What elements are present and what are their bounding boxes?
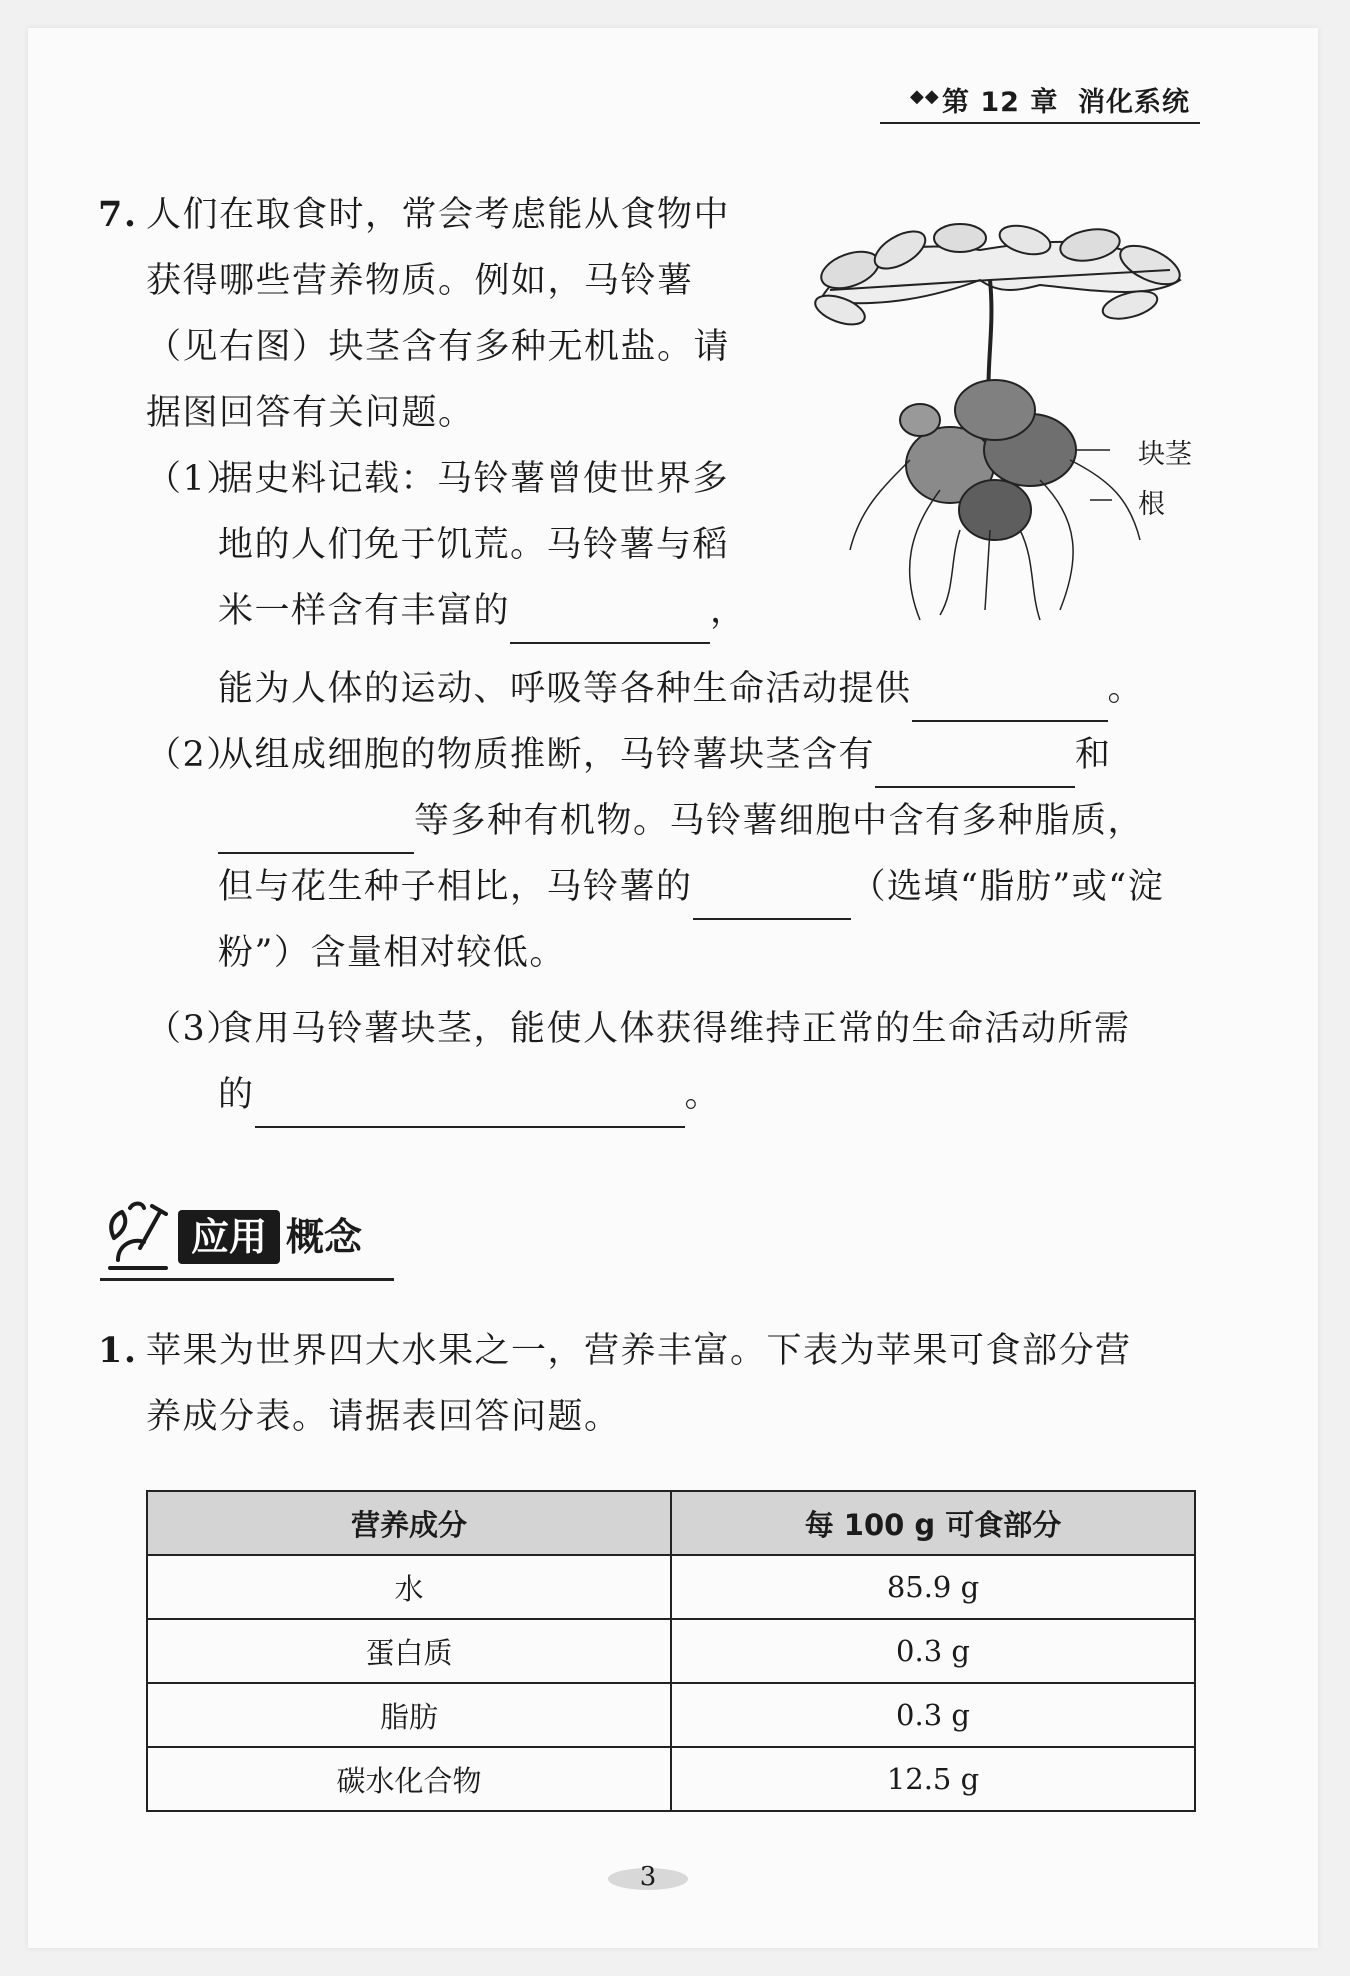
label-root: 根: [1138, 489, 1165, 520]
page-number: 3: [608, 1862, 688, 1892]
cell-amount: 85.9 g: [671, 1555, 1195, 1619]
chapter-title: 消化系统: [1078, 87, 1190, 118]
answer-blank[interactable]: [693, 874, 851, 920]
label-tuber: 块茎: [1138, 439, 1192, 470]
question-line: 养成分表。请据表回答问题。: [146, 1397, 621, 1437]
potato-plant-figure: [790, 210, 1210, 630]
cell-component: 水: [147, 1555, 671, 1619]
tuber-icon: [900, 380, 1076, 540]
sub-line: 地的人们免于饥荒。马铃薯与稻: [218, 525, 730, 565]
sub-line: 据史料记载：马铃薯曾使世界多: [218, 459, 730, 499]
answer-blank[interactable]: [218, 808, 414, 854]
question-1: [146, 1318, 1206, 1450]
cell-component: 脂肪: [147, 1683, 671, 1747]
table-row: [147, 1683, 1195, 1747]
intro-line: 获得哪些营养物质。例如，马铃薯: [146, 261, 694, 301]
cell-component: 碳水化合物: [147, 1747, 671, 1811]
sub-question-1-line4: 能为人体的运动、呼吸等各种生命活动提供 。: [218, 656, 1178, 722]
diamond-marker-icon: ◆◆: [910, 86, 940, 107]
section-badge: 应用: [178, 1210, 280, 1264]
header-amount: 每 100 g 可食部分: [671, 1491, 1195, 1555]
table-header-row: [147, 1491, 1195, 1555]
nutrition-table: [146, 1490, 1196, 1812]
sub-line: 米一样含有丰富的 ，: [218, 578, 798, 644]
answer-blank[interactable]: [875, 742, 1075, 788]
header-component: 营养成分: [147, 1491, 671, 1555]
sub-line: 等多种有机物。马铃薯细胞中含有多种脂质，: [218, 788, 1208, 854]
chapter-number: 第 12 章: [942, 87, 1059, 118]
sub-question-1: [218, 446, 798, 644]
answer-blank[interactable]: [255, 1082, 685, 1128]
sub-question-2: [218, 722, 1208, 986]
cell-amount: 12.5 g: [671, 1747, 1195, 1811]
sub-question-3-label: （3）: [146, 1009, 243, 1049]
answer-blank[interactable]: [912, 676, 1108, 722]
cell-component: 蛋白质: [147, 1619, 671, 1683]
sub-line: 从组成细胞的物质推断，马铃薯块茎含有 和: [218, 722, 1208, 788]
question-line: 苹果为世界四大水果之一，营养丰富。下表为苹果可食部分营: [146, 1331, 1132, 1371]
leaf-canopy-icon: [811, 221, 1185, 330]
chapter-header: [880, 78, 1200, 124]
table-row: [147, 1555, 1195, 1619]
answer-blank[interactable]: [510, 598, 710, 644]
intro-line: 据图回答有关问题。: [146, 393, 475, 433]
sub-line: 的 。: [218, 1062, 1208, 1128]
table-row: [147, 1747, 1195, 1811]
question-7: [98, 182, 138, 248]
sub-question-3: [218, 996, 1208, 1128]
sub-question-1-label: （1）: [146, 459, 243, 499]
microscope-icon: [100, 1198, 176, 1276]
question-number: 7.: [98, 194, 138, 235]
cell-amount: 0.3 g: [671, 1683, 1195, 1747]
sub-line: 粉”）含量相对较低。: [218, 933, 566, 973]
cell-amount: 0.3 g: [671, 1619, 1195, 1683]
section-heading: [100, 1196, 394, 1281]
intro-line: 人们在取食时，常会考虑能从食物中: [146, 195, 731, 235]
sub-line: 食用马铃薯块茎，能使人体获得维持正常的生命活动所需: [218, 1009, 1131, 1049]
question-1-number: 1.: [98, 1330, 138, 1371]
question-7-intro: [146, 182, 786, 446]
table-row: [147, 1619, 1195, 1683]
section-title: 概念: [286, 1215, 363, 1259]
sub-question-2-label: （2）: [146, 735, 243, 775]
intro-line: （见右图）块茎含有多种无机盐。请: [146, 327, 731, 367]
sub-line: 但与花生种子相比，马铃薯的 （选填“脂肪”或“淀: [218, 854, 1208, 920]
